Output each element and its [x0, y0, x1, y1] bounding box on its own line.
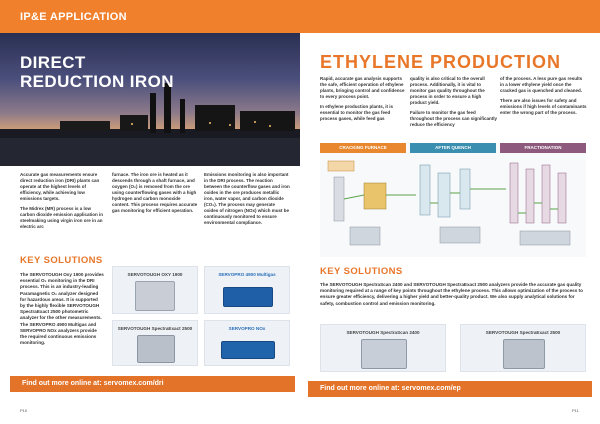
left-page-title — [20, 53, 174, 91]
paragraph: Rapid, accurate gas analysis supports the safe, efficient operation of ethylene plants, bringing control and confidence to every process point. — [320, 76, 405, 99]
paragraph: furnace. The iron ore is heated as it descends through a shaft furnace, and oxygen (O₂) is removed from the ore using counterflowing gases with a high hydrogen and carbon monoxide content. This process requires accurate gas monitoring for efficient operation. — [112, 172, 198, 213]
paragraph: Failure to monitor the gas feed throughout the process can significantly reduce the efficiency — [410, 110, 498, 127]
right-footer-bar — [308, 381, 592, 397]
analyzer-image — [503, 339, 545, 369]
paragraph: Emissions monitoring is also important in the DRI process. The reaction between the counterflow gases and iron oxides in the ore produces metallic iron, water vapor, and carbon dioxide (CO₂). The process may generate oxides of nitrogen (NOx) which must be continuously monitored to ensure environmental compliance. — [204, 172, 290, 225]
footer-link[interactable]: servomex.com/dri — [103, 380, 164, 387]
product-label: SERVOPRO 4900 Multigas — [218, 272, 276, 277]
page-number: P11 — [572, 408, 579, 413]
left-col-3 — [204, 172, 290, 230]
footer-text — [320, 385, 461, 392]
footer-prefix: Find out more online at: — [22, 380, 104, 387]
right-page-title: ETHYLENE PRODUCTION — [320, 52, 562, 72]
header-bar — [0, 0, 600, 33]
process-flow-graphic — [320, 143, 586, 257]
right-key-solutions-text: The SERVOTOUGH SpectraScan 2400 and SERVOTOUGH SpectraExact 2500 analyzers provide the accurate gas quality monitoring required at a range of key points throughout the ethylene process. This allows optimization of the process to ensure greater efficiency, delivering a higher yield and better-quality product. We also supply analytical solutions for safety, combustion control and emission monitoring. — [320, 282, 583, 306]
product-label: SERVOTOUGH SpectraExact 2500 — [117, 326, 193, 331]
product-label: SERVOTOUGH SpectraExact 2500 — [485, 330, 561, 335]
product-card — [460, 324, 586, 372]
left-col-2 — [112, 172, 198, 218]
left-key-solutions-text: The SERVOTOUGH Oxy 1900 provides essential O₂ monitoring in the DRI process. This is an industry-leading Paramagnetic O₂ analyzer designed for hazardous areas. It is supported by the highly flexible SERVOTOUGH SpectraExact 2500 photometric analyzer for the other measurements. The SERVOPRO 4900 Multigas and SERVOPRO NOx analyzers provide the required continuous emissions monitoring. — [20, 272, 104, 346]
paragraph: The Midrex (MR) process is a low carbon dioxide emission application in steelmaking using virgin iron ore in an electric arc — [20, 206, 104, 229]
page-number: P10 — [20, 408, 28, 413]
product-label: SERVOTOUGH SpectraScan 2400 — [346, 330, 420, 335]
product-card — [320, 324, 446, 372]
analyzer-image — [137, 335, 175, 363]
left-key-solutions-title: KEY SOLUTIONS — [20, 255, 103, 266]
analyzer-image — [135, 281, 175, 311]
analyzer-image — [221, 341, 275, 359]
footer-link[interactable]: servomex.com/ep — [401, 385, 461, 392]
product-label: SERVOPRO NOx — [228, 326, 266, 331]
paragraph: Accurate gas measurements ensure direct reduction iron (DRI) plants can operate at the highest levels of efficiency, while achieving low emissions targets. — [20, 172, 100, 201]
product-card — [204, 266, 290, 314]
product-label: SERVOTOUGH OXY 1900 — [127, 272, 183, 277]
paragraph: In ethylene production plants, it is essential to monitor the gas feed process gases, while feed gas — [320, 104, 394, 121]
hero-image — [0, 33, 300, 166]
paragraph: of the process. A less pure gas results in a lower ethylene yield once the cracked gas is quenched and cleaned. — [500, 76, 583, 93]
right-col-2 — [410, 76, 497, 132]
footer-prefix: Find out more online at: — [320, 385, 402, 392]
product-card — [204, 320, 290, 366]
right-col-1 — [320, 76, 407, 126]
stage-label: CRACKING FURNACE — [320, 143, 406, 153]
title-line: REDUCTION IRON — [20, 72, 174, 91]
title-line: DIRECT — [20, 53, 86, 72]
stage-label: FRACTIONATION — [500, 143, 586, 153]
header-title: IP&E APPLICATION — [20, 11, 127, 23]
stage-label: AFTER QUENCH — [410, 143, 496, 153]
product-card — [112, 266, 198, 314]
paragraph: There are also issues for safety and emissions if high levels of contaminants enter the wrong part of the process. — [500, 98, 587, 115]
product-card — [112, 320, 198, 366]
left-footer-bar — [10, 376, 295, 392]
right-col-3 — [500, 76, 587, 120]
analyzer-image — [223, 287, 273, 307]
left-col-1 — [20, 172, 106, 234]
paragraph: quality is also critical to the overall process. Additionally, it is vital to monitor gas quality throughout the process in order to ensure a high product yield. — [410, 76, 485, 105]
process-diagram — [320, 143, 586, 257]
footer-text — [22, 380, 164, 387]
right-key-solutions-title: KEY SOLUTIONS — [320, 266, 403, 277]
analyzer-image — [361, 339, 407, 369]
